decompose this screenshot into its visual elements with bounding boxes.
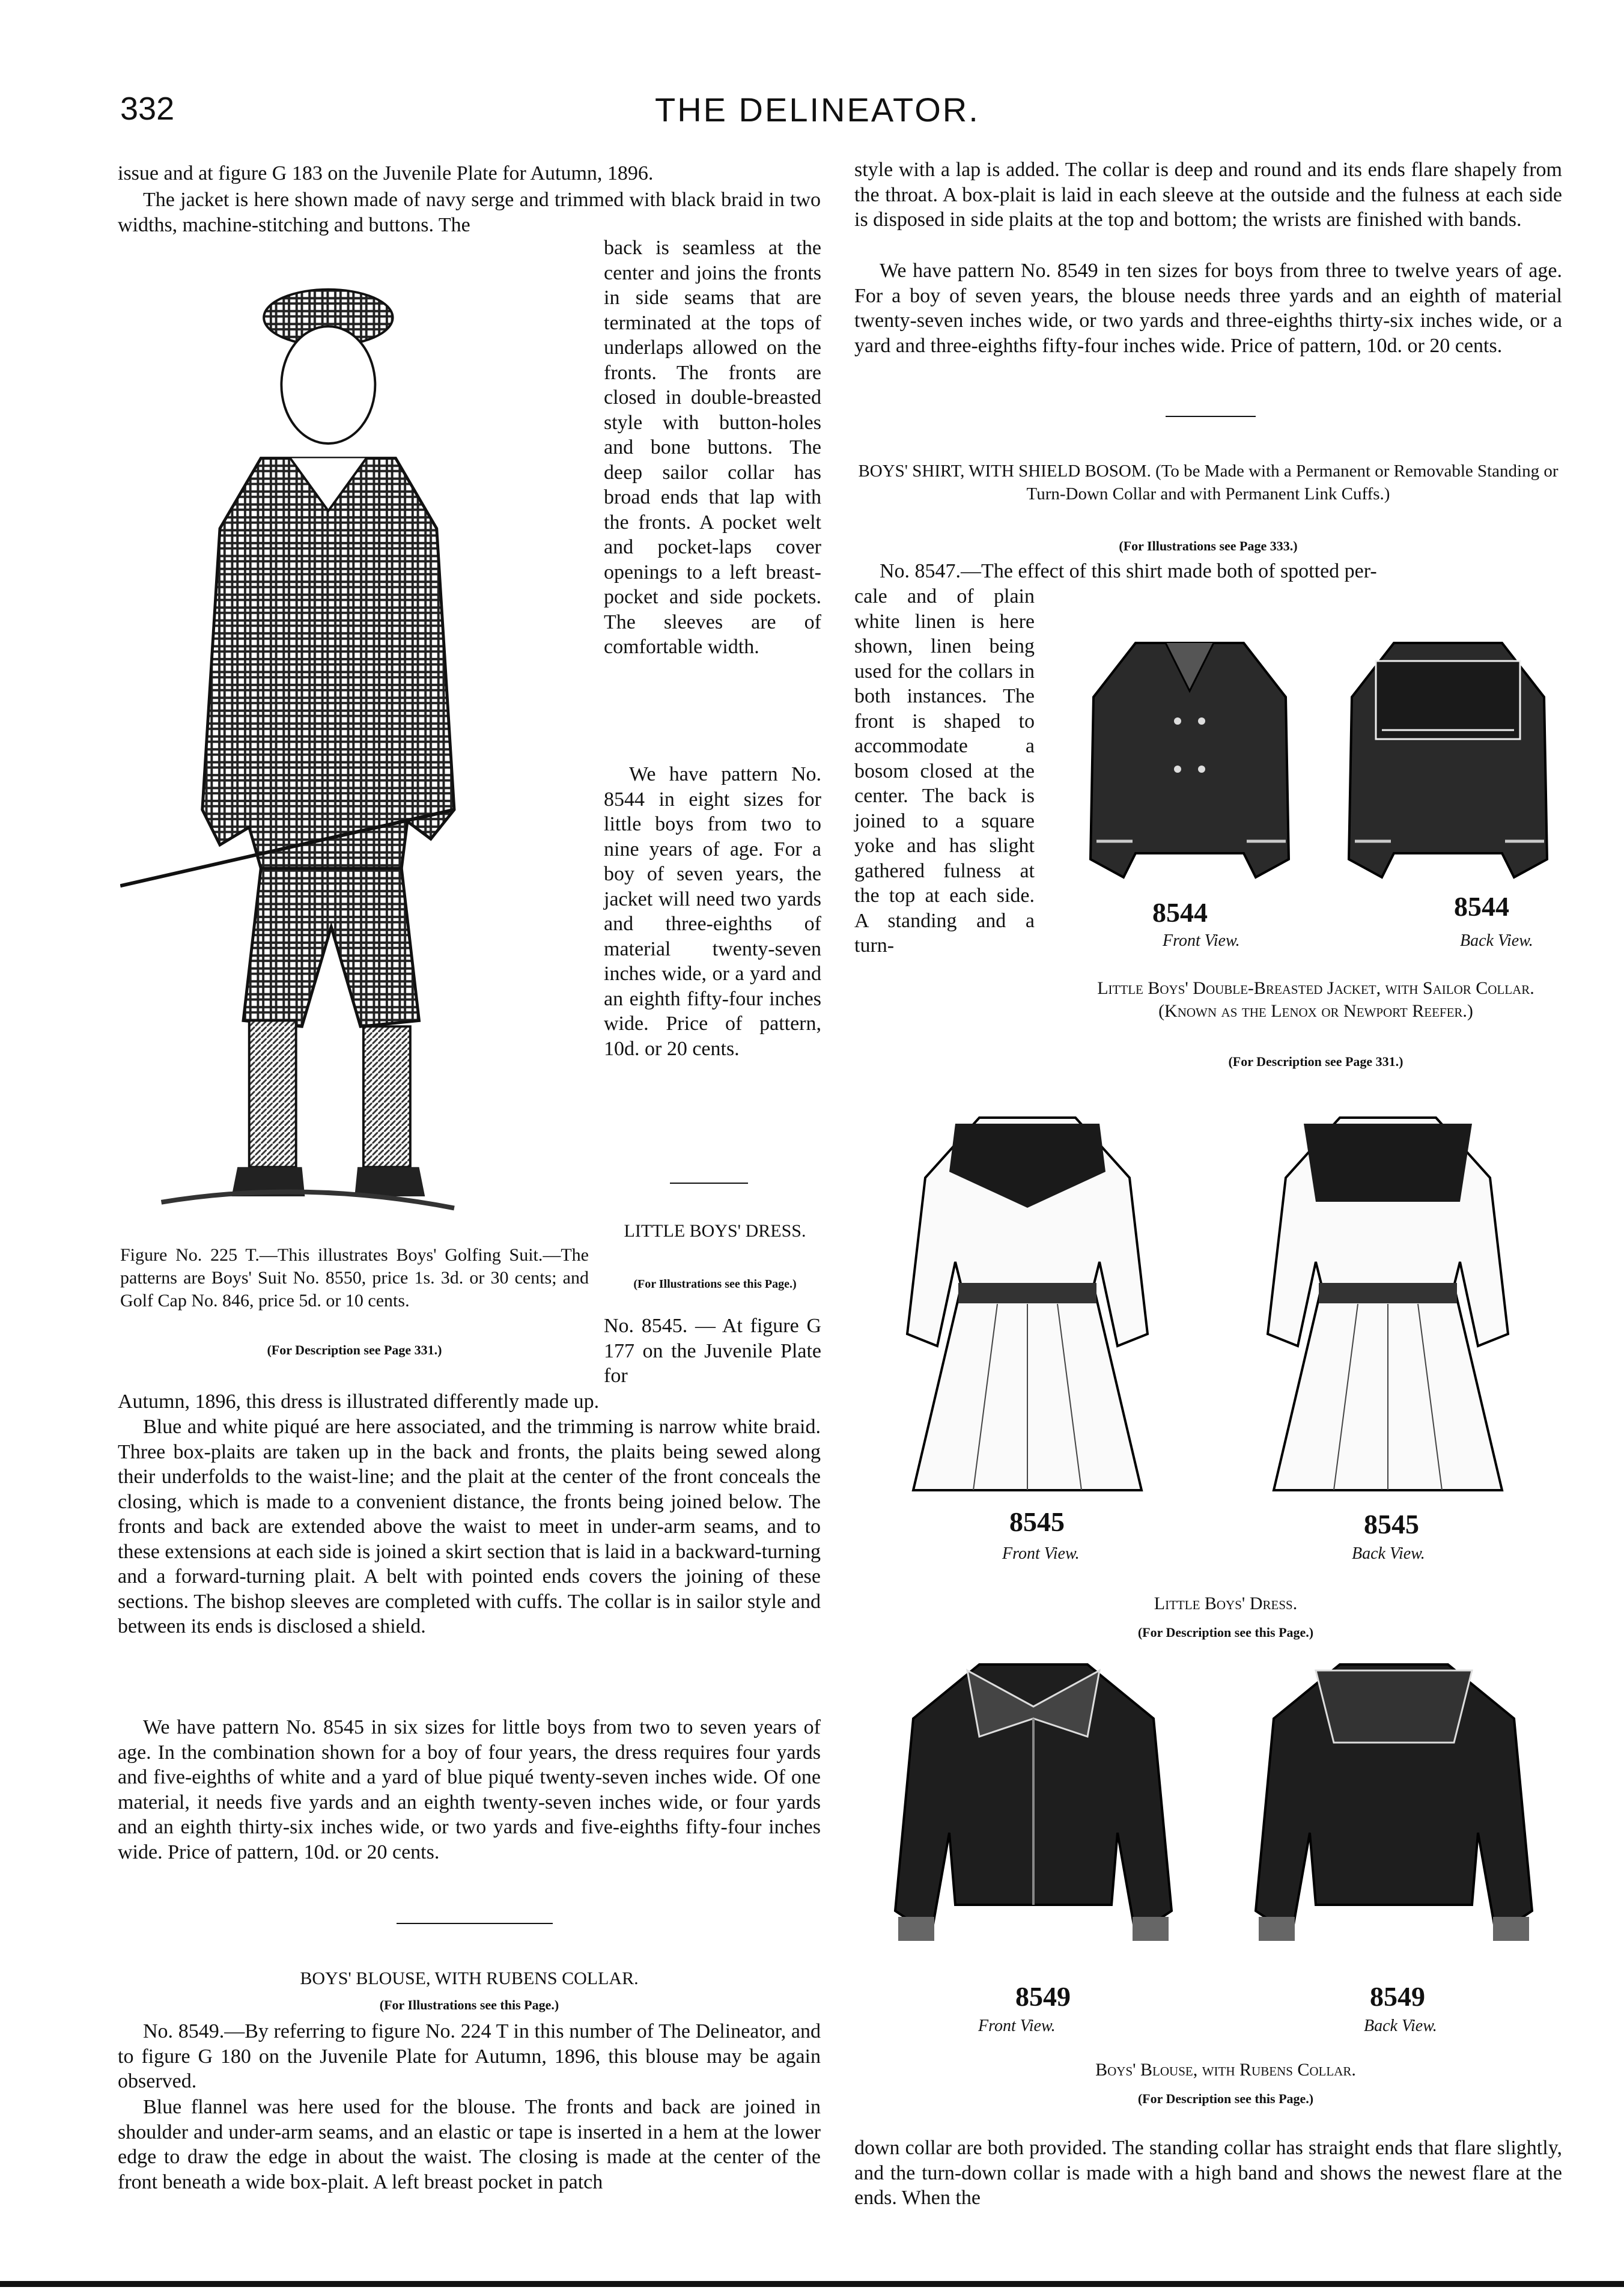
- paragraph: Blue and white piqué are here associated, and the trimming is narrow white braid. Three box-plaits are taken up in the back and fronts, the plaits being sewed along their underfolds to the waist-line; and the plait at the center of the front conceals the closing, which is made to a convenient distance, the fronts being joined below. The fronts and back are extended above the waist to meet in under-arm seams, and to these extensions at each side is joined a skirt section that is laid in a backward-turning and a forward-turning plait. A belt with pointed ends covers the joining of these sections. The bishop sleeves are completed with cuffs. The collar is in sailor style and between its ends is disclosed a shield.: [118, 1416, 821, 1637]
- paragraph: We have pattern No. 8549 in ten sizes for boys from three to twelve years of age. For a boy of seven years, the blouse needs three yards and an eighth of material twenty-seven inches wide, or two yards and three-eighths thirty-six inches wide, or a yard and three-eighths fifty-four inches wide. Price of pattern, 10d. or 20 cents.: [854, 260, 1562, 357]
- dress-back-illustration: [1262, 1106, 1514, 1514]
- illustration-note: (For Illustrations see Page 333.): [1119, 538, 1298, 553]
- section-title: BOYS' BLOUSE, WITH RUBENS COLLAR.: [300, 1969, 639, 1988]
- illustration-note: (For Illustrations see this Page.): [379, 1997, 559, 2012]
- paragraph: We have pattern No. 8544 in eight sizes for little boys from two to nine years of age. For a boy of seven years, the jacket will need two yards and three-eighths of material twenty-seven inches wide, or a yard and an eighth fifty-four inches wide. Price of pattern, 10d. or 20 cents.: [604, 763, 821, 1060]
- pattern-number: 8549: [1015, 1981, 1071, 2012]
- section-divider: [670, 1183, 748, 1184]
- paragraph: style with a lap is added. The collar is deep and round and its ends flare shapely from the throat. A box-plait is laid in each sleeve at the outside and the fulness at each side is disposed in side plaits at the top and bottom; the wrists are finished with bands.: [854, 159, 1562, 231]
- page-number: 332: [120, 91, 175, 127]
- view-label: Front View.: [1163, 931, 1240, 950]
- jacket-back-illustration: [1340, 625, 1556, 889]
- plate-desc: (For Description see this Page.): [1137, 2091, 1314, 2106]
- paragraph: No. 8545. — At figure G 177 on the Juvenile Plate for: [604, 1315, 821, 1387]
- pattern-number: 8545: [1364, 1509, 1419, 1539]
- view-label: Front View.: [1002, 1544, 1080, 1563]
- paragraph: issue and at figure G 183 on the Juvenile Plate for Autumn, 1896.: [118, 162, 654, 184]
- paragraph: No. 8547.—The effect of this shirt made both of spotted per-: [880, 560, 1377, 582]
- golfer-illustration: [120, 282, 601, 1220]
- pattern-number: 8544: [1152, 897, 1208, 928]
- pattern-number: 8549: [1370, 1981, 1425, 2012]
- section-divider: [397, 1923, 553, 1924]
- blouse-back-illustration: [1250, 1652, 1538, 1977]
- paragraph: Autumn, 1896, this dress is illustrated differently made up.: [118, 1390, 600, 1413]
- plate-desc: (For Description see this Page.): [1137, 1625, 1314, 1640]
- view-label: Back View.: [1352, 1544, 1425, 1563]
- view-label: Front View.: [978, 2017, 1056, 2035]
- pattern-number: 8545: [1009, 1506, 1065, 1537]
- paragraph: Blue flannel was here used for the blouse. The fronts and back are joined in shoulder and under-arm seams, and an elastic or tape is inserted in a hem at the lower edge to draw the edge in about the waist. The closing is made at the center of the front beneath a wide box-plait. A left breast pocket in patch: [118, 2096, 821, 2193]
- view-label: Back View.: [1364, 2017, 1437, 2035]
- figure-caption: Figure No. 225 T.—This illustrates Boys' Golfing Suit.—The patterns are Boys' Suit No. 8550, price 1s. 3d. or 30 cents; and Golf Cap No. 846, price 5d. or 10 cents.: [120, 1245, 589, 1311]
- pattern-number: 8544: [1454, 891, 1509, 922]
- dress-front-illustration: [901, 1106, 1154, 1514]
- page-bottom-border: [0, 2281, 1624, 2287]
- plate-desc: (For Description see Page 331.): [1228, 1054, 1404, 1069]
- paragraph: No. 8549.—By referring to figure No. 224 T in this number of The Delineator, and to figure G 180 on the Juvenile Plate for Autumn, 1896, this blouse may be again observed.: [118, 2020, 821, 2092]
- paragraph: The jacket is here shown made of navy serge and trimmed with black braid in two widths, machine-stitching and buttons. The: [118, 189, 821, 236]
- section-title: LITTLE BOYS' DRESS.: [624, 1221, 806, 1241]
- figure-desc: (For Description see Page 331.): [267, 1342, 442, 1357]
- paragraph: We have pattern No. 8545 in six sizes for little boys from two to seven years of age. In the combination shown for a boy of four years, the dress requires four yards and five-eighths of white and a yard of blue piqué twenty-seven inches wide. Of one material, it needs five yards and an eighth twenty-seven inches wide, or four yards and an eighth thirty-six inches wide, or two yards and five-eighths fifty-four inches wide. Price of pattern, 10d. or 20 cents.: [118, 1716, 821, 1863]
- paragraph: cale and of plain white linen is here shown, linen being used for the collars in both instances. The front is shaped to accommodate a bosom closed at the center. The back is joined to a square yoke and has slight gathered fulness at the top at each side. A standing and a turn-: [854, 585, 1035, 957]
- paragraph: back is seamless at the center and joins the fronts in side seams that are terminated at the tops of underlaps allowed on the fronts. The fronts are closed in double-breasted style with button-holes and bone buttons. The deep sailor collar has broad ends that lap with the fronts. A pocket welt and pocket-laps cover openings to a left breast-pocket and side pockets. The sleeves are of comfortable width.: [604, 237, 821, 658]
- plate-caption: Little Boys' Double-Breasted Jacket, with Sailor Collar. (Known as the Lenox or Newport Reefer.): [1097, 978, 1534, 1021]
- section-title: BOYS' SHIRT, WITH SHIELD BOSOM. (To be Made with a Permanent or Removable Standing or Turn-Down Collar and with Permanent Link Cuffs.): [858, 461, 1559, 504]
- blouse-front-illustration: [889, 1652, 1178, 1977]
- plate-caption: Little Boys' Dress.: [1154, 1594, 1298, 1613]
- view-label: Back View.: [1460, 931, 1533, 950]
- paragraph: down collar are both provided. The standing collar has straight ends that flare slightly, and the turn-down collar is made with a high band and shows the newest flare at the ends. When the: [854, 2137, 1562, 2209]
- illustration-note: (For Illustrations see this Page.): [633, 1277, 797, 1291]
- jacket-front-illustration: [1081, 625, 1298, 889]
- plate-caption: Boys' Blouse, with Rubens Collar.: [1095, 2060, 1356, 2080]
- section-divider: [1166, 416, 1256, 417]
- page-title: THE DELINEATOR.: [655, 91, 980, 129]
